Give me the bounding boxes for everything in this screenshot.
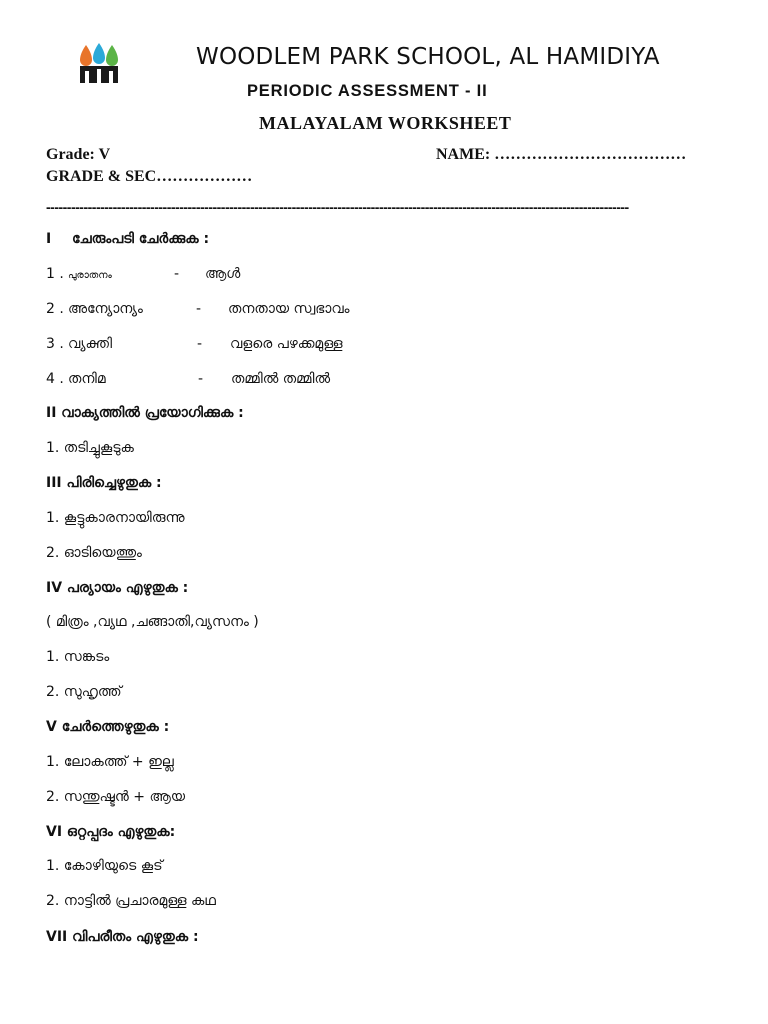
assessment-title: PERIODIC ASSESSMENT - II — [247, 82, 488, 100]
q4-item: 2. സുഹൃത്ത് — [46, 684, 122, 700]
school-logo — [78, 42, 120, 84]
q1-row-num: 1 . — [46, 266, 64, 282]
q1-row-num: 2 . — [46, 301, 64, 317]
q1-row-left: പുരാതനം — [68, 270, 112, 281]
q2-item: 1. തടിച്ചുകൂടുക — [46, 440, 134, 456]
q3-heading: III പിരിച്ചെഴുതുക : — [46, 475, 162, 491]
q1-number: I — [46, 231, 52, 247]
name-field: NAME: ……………………………… — [436, 146, 687, 163]
q1-row-dash: - — [198, 371, 204, 387]
q1-row-left: തനിമ — [68, 371, 106, 387]
grade-label: Grade: V — [46, 146, 111, 163]
logo-drop-orange — [80, 45, 92, 66]
logo-drop-blue — [93, 43, 105, 64]
q6-item: 2. നാട്ടിൽ പ്രചാരമുള്ള കഥ — [46, 893, 216, 909]
q1-row-dash: - — [174, 266, 180, 282]
q5-item: 1. ലോകത്ത് + ഇല്ല — [46, 754, 174, 770]
q1-row-num: 3 . — [46, 336, 64, 352]
q1-row-right: വളരെ പഴക്കമുള്ള — [230, 336, 343, 352]
q1-row-left: അന്യോന്യം — [68, 301, 143, 317]
q6-item: 1. കോഴിയുടെ കൂട് — [46, 858, 163, 874]
q4-item: 1. സങ്കടം — [46, 649, 110, 665]
q5-heading: V ചേർത്തെഴുതുക : — [46, 719, 170, 735]
logo-drop-green — [106, 45, 118, 66]
grade-sec-field: GRADE & SEC……………… — [46, 168, 253, 185]
q1-row-right: തനതായ സ്വഭാവം — [228, 301, 350, 317]
q4-heading: IV പര്യായം എഴുതുക : — [46, 580, 189, 596]
q3-item: 2. ഓടിയെത്തും — [46, 545, 142, 561]
worksheet-title: MALAYALAM WORKSHEET — [259, 113, 512, 133]
school-name: WOODLEM PARK SCHOOL, AL HAMIDIYA — [196, 44, 660, 70]
q1-row-right: തമ്മിൽ തമ്മിൽ — [231, 371, 331, 387]
q6-heading: VI ഒറ്റപ്പദം എഴുതുക: — [46, 824, 176, 840]
q1-row-num: 4 . — [46, 371, 64, 387]
q1-row-dash: - — [196, 301, 202, 317]
q1-row-right: ആൾ — [205, 266, 241, 282]
separator-line: -------------------------------------------------------------------------------------------------------------------------------------------- — [46, 199, 629, 215]
q1-row-dash: - — [197, 336, 203, 352]
q5-item: 2. സന്തുഷ്ടൻ + ആയ — [46, 789, 186, 805]
q4-options: ( മിത്രം ,വ്യഥ ,ചങ്ങാതി,വ്യസനം ) — [46, 614, 259, 630]
q3-item: 1. കൂട്ടുകാരനായിരുന്നു — [46, 510, 185, 526]
q1-heading: ചേരുംപടി ചേർക്കുക : — [72, 231, 210, 247]
q7-heading: VII വിപരീതം എഴുതുക : — [46, 929, 199, 945]
q1-row-left: വ്യക്തി — [68, 336, 113, 352]
q2-heading: II വാക്യത്തിൽ പ്രയോഗിക്കുക : — [46, 405, 244, 421]
